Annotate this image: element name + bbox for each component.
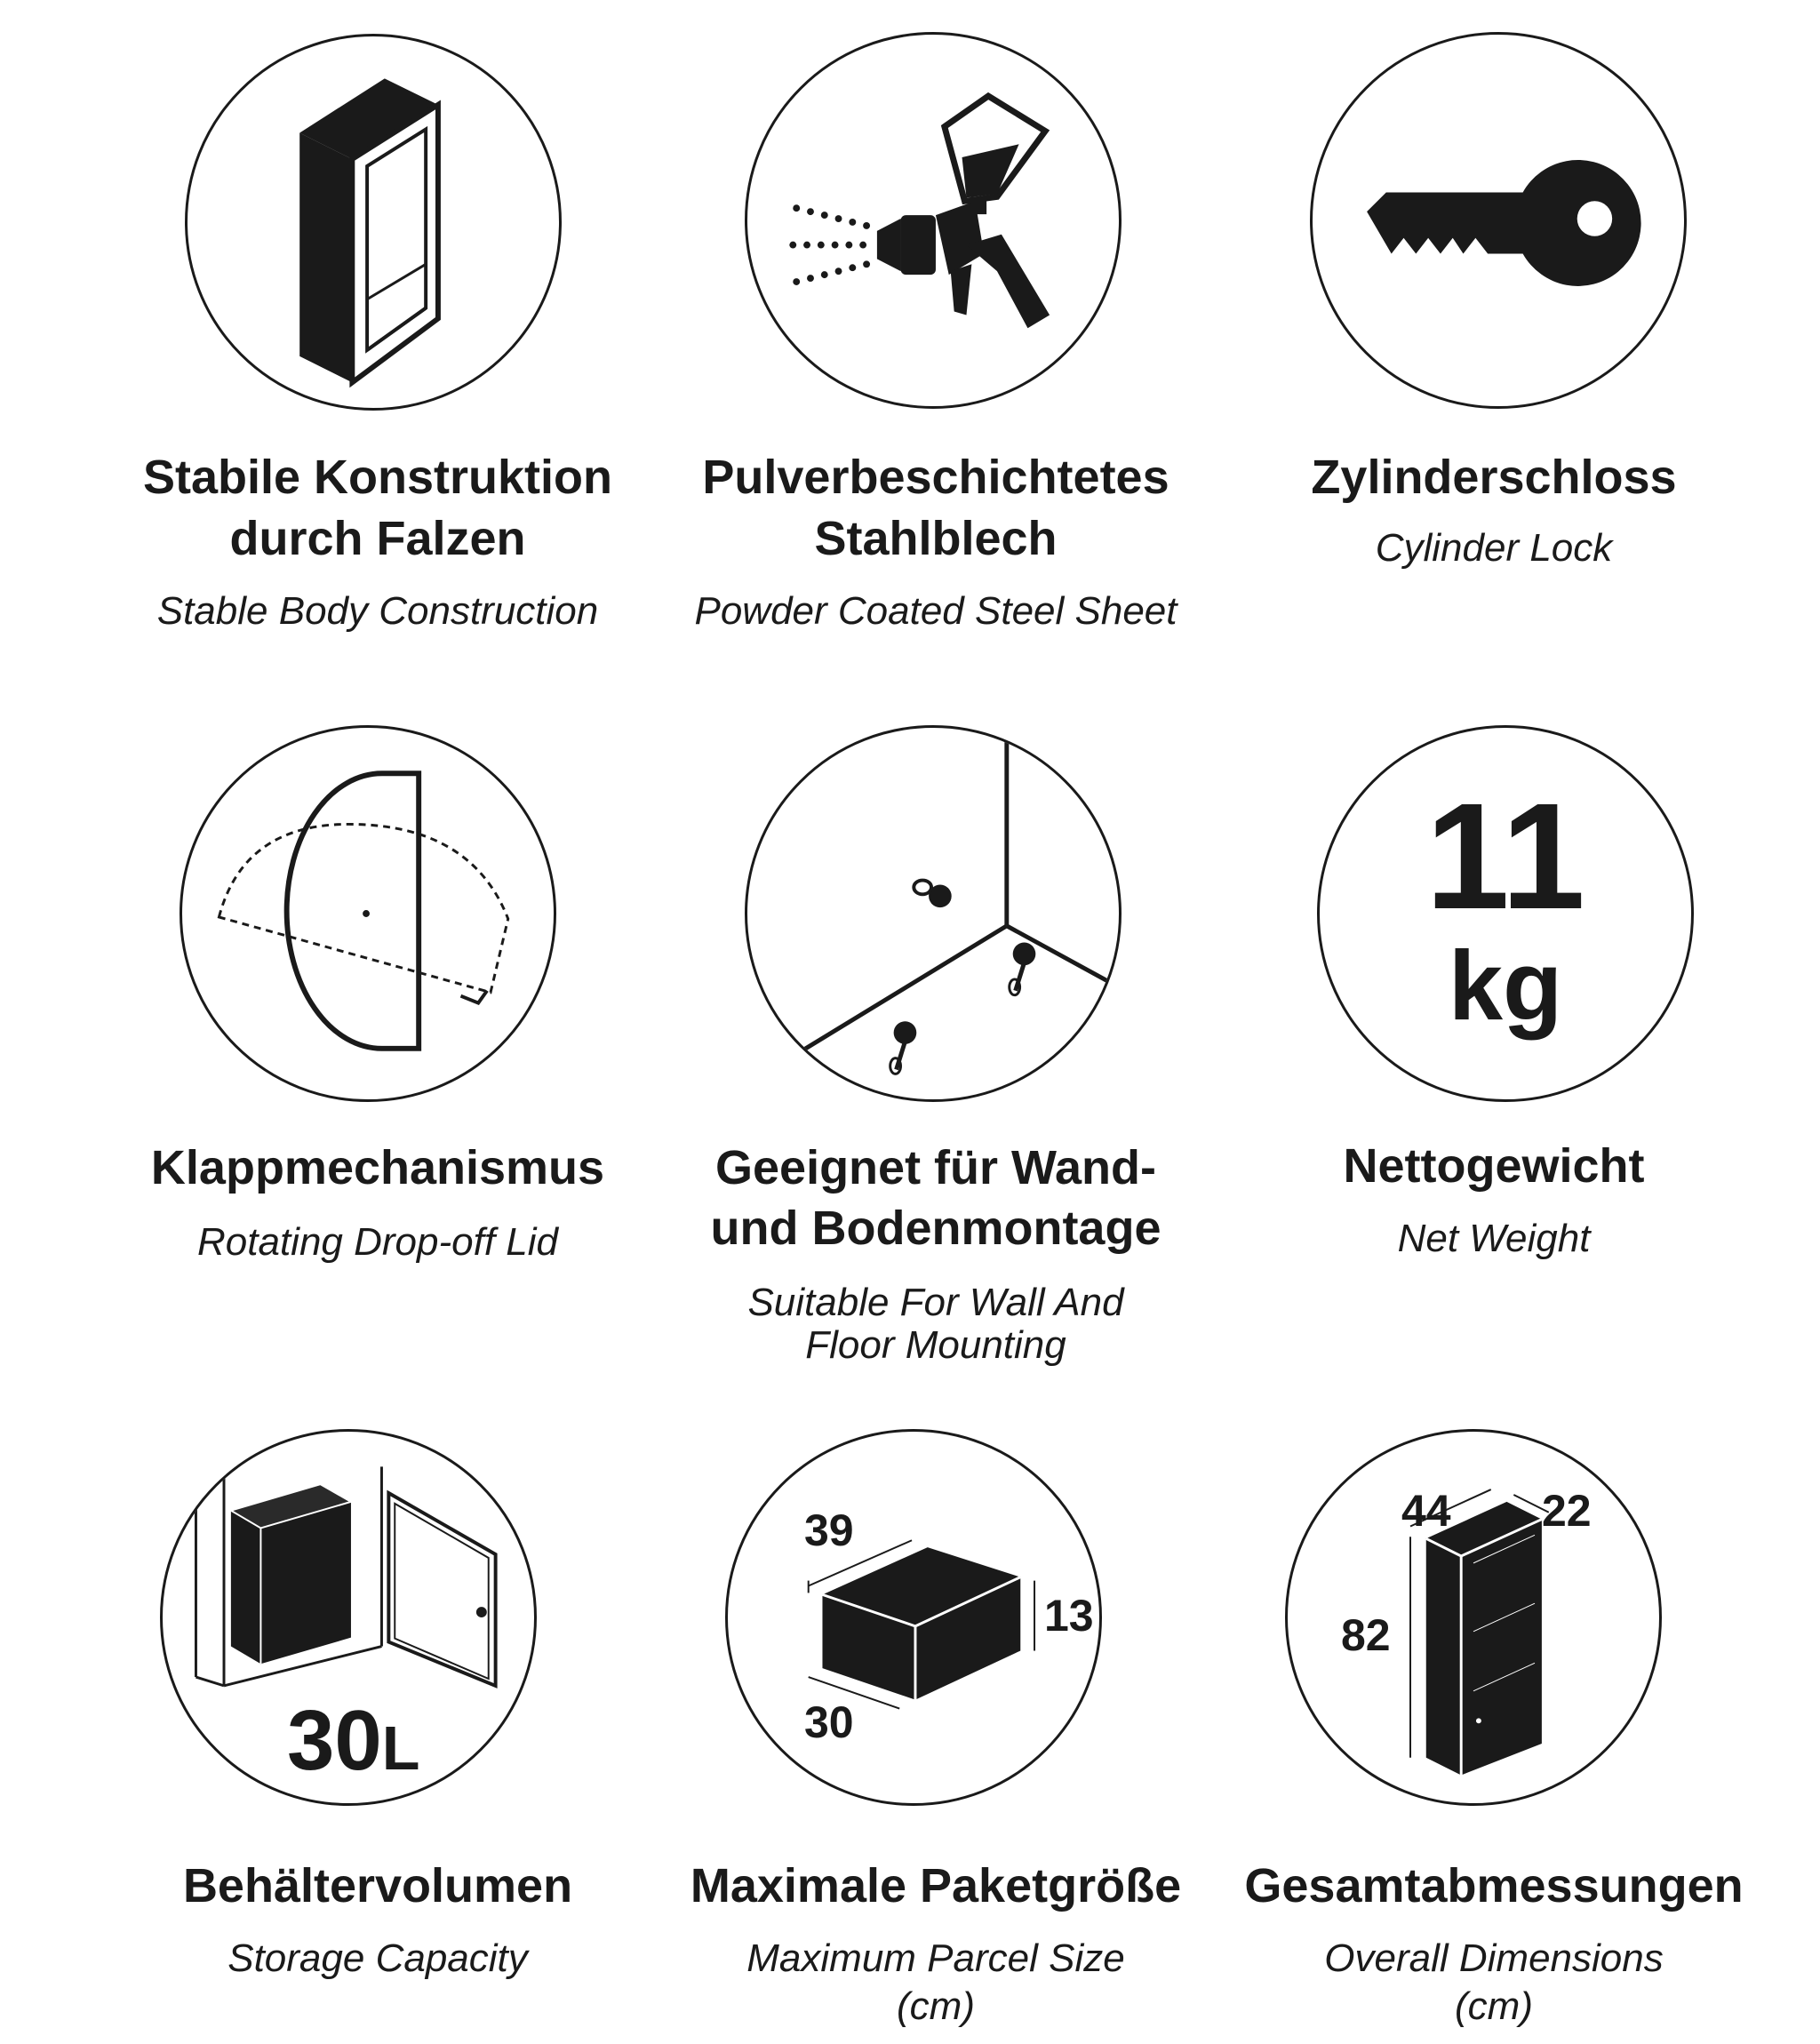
feature-subtitle-line2: Floor Mounting	[805, 1323, 1066, 1367]
parcel-height-label: 13	[1044, 1591, 1094, 1641]
feature-subtitle: Suitable For Wall And	[747, 1281, 1124, 1324]
parcel-icon	[725, 1429, 1102, 1806]
rotating-lid-icon	[180, 725, 556, 1102]
feature-subtitle: Overall Dimensions	[1324, 1936, 1664, 1980]
overall-height-label: 82	[1341, 1610, 1391, 1660]
feature-title-line2: und Bodenmontage	[710, 1202, 1161, 1255]
feature-title: Nettogewicht	[1343, 1139, 1645, 1193]
feature-title: Zylinderschloss	[1311, 451, 1677, 504]
wall-floor-mount-icon	[745, 725, 1122, 1102]
feature-title: Maximale Paketgröße	[690, 1859, 1182, 1912]
mailbox-dimensions-icon	[1285, 1429, 1662, 1806]
storage-box-icon	[160, 1429, 537, 1806]
feature-subtitle: Net Weight	[1397, 1217, 1591, 1260]
feature-subtitle: Storage Capacity	[228, 1936, 528, 1980]
feature-title: Gesamtabmessungen	[1244, 1859, 1744, 1912]
feature-title-line2: durch Falzen	[229, 512, 526, 565]
key-icon	[1310, 32, 1687, 409]
feature-subtitle-line2: (cm)	[897, 1984, 975, 2028]
parcel-length-label: 39	[804, 1505, 854, 1555]
feature-subtitle: Cylinder Lock	[1375, 526, 1613, 570]
overall-width-label: 44	[1401, 1486, 1451, 1536]
weight-unit: kg	[1448, 931, 1563, 1041]
overall-depth-label: 22	[1542, 1486, 1592, 1536]
feature-title: Stabile Konstruktion	[142, 451, 613, 504]
feature-title: Pulverbeschichtetes	[702, 451, 1169, 504]
feature-subtitle: Maximum Parcel Size	[746, 1936, 1125, 1980]
spray-gun-icon	[745, 32, 1122, 409]
weight-icon	[1317, 725, 1694, 1102]
feature-title: Geeignet für Wand-	[715, 1141, 1156, 1194]
feature-subtitle: Powder Coated Steel Sheet	[694, 589, 1177, 633]
feature-title: Klappmechanismus	[150, 1141, 605, 1194]
feature-title-line2: Stahlblech	[814, 512, 1058, 565]
feature-subtitle-line2: (cm)	[1455, 1984, 1533, 2028]
box-frame-icon	[185, 34, 562, 411]
weight-value: 11	[1425, 772, 1585, 941]
feature-title: Behältervolumen	[182, 1859, 573, 1912]
parcel-width-label: 30	[804, 1697, 854, 1747]
feature-subtitle: Stable Body Construction	[156, 589, 599, 633]
capacity-value: 30L	[287, 1693, 420, 1788]
feature-subtitle: Rotating Drop-off Lid	[197, 1220, 558, 1264]
